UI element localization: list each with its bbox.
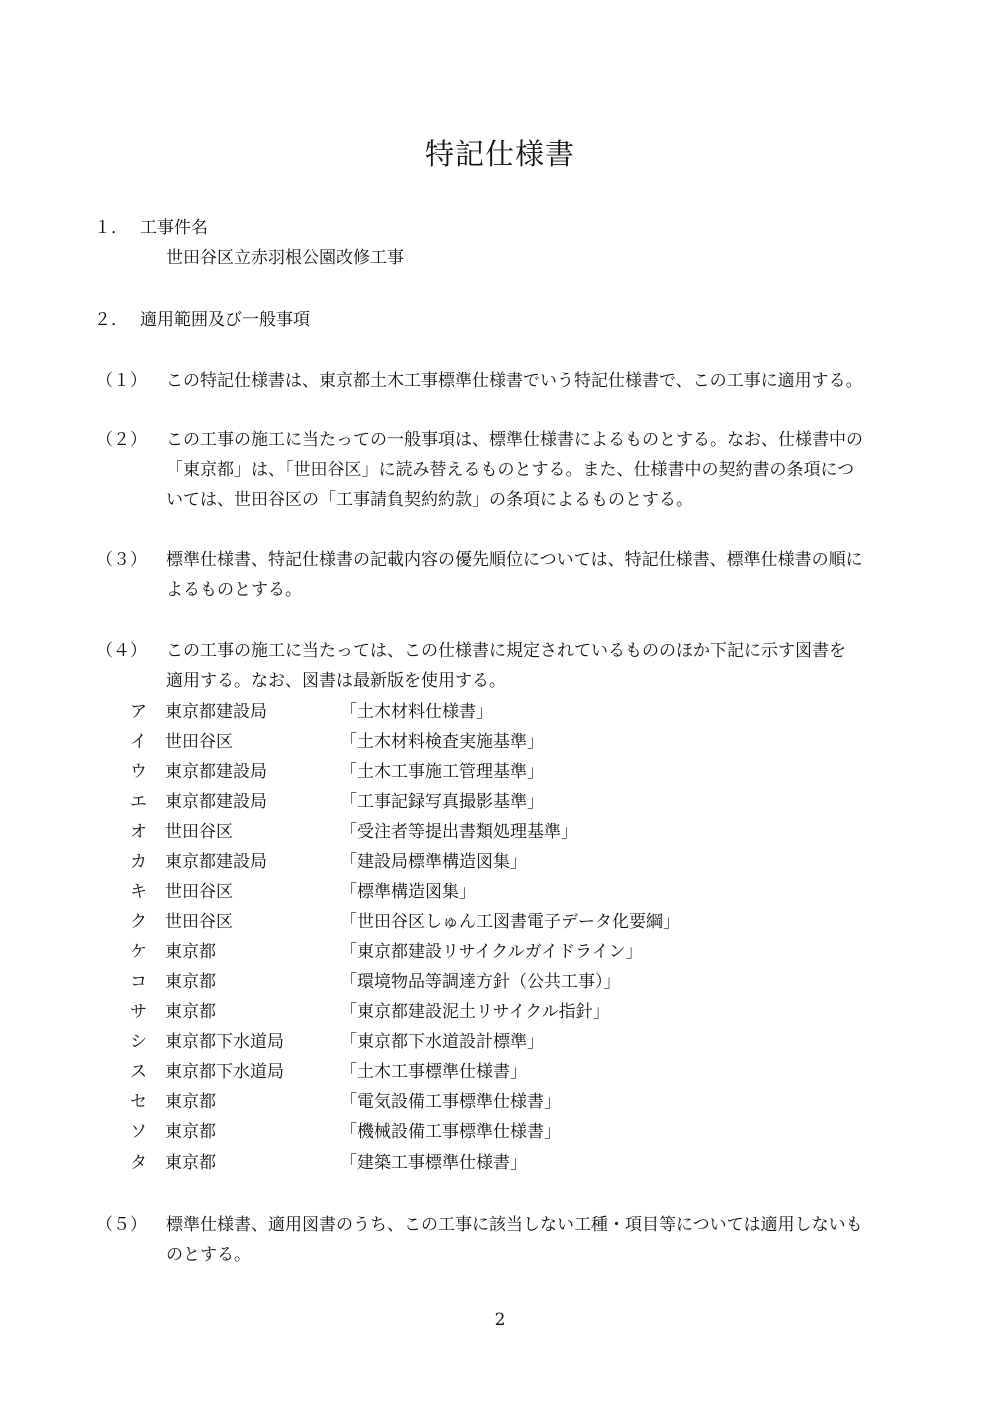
reference-letter: エ — [130, 792, 147, 812]
reference-doc: 「東京都建設リサイクルガイドライン」 — [340, 942, 643, 962]
reference-doc: 「標準構造図集」 — [340, 882, 476, 902]
reference-letter: ア — [130, 702, 147, 722]
page-number: 2 — [494, 1310, 506, 1330]
reference-doc: 「環境物品等調達方針（公共工事）」 — [340, 972, 621, 992]
section1-number: １． — [94, 218, 128, 238]
item-label: （４） — [96, 641, 147, 661]
reference-org: 東京都建設局 — [165, 702, 267, 722]
reference-org: 東京都 — [165, 972, 216, 992]
item-line: 「東京都」は、「世田谷区」に読み替えるものとする。また、仕様書中の契約書の条項につ — [166, 460, 855, 480]
reference-row — [0, 1027, 1000, 1057]
section2-heading: 適用範囲及び一般事項 — [140, 310, 310, 330]
reference-doc: 「建築工事標準仕様書」 — [340, 1153, 527, 1173]
reference-letter: ケ — [130, 942, 147, 962]
item-2-text — [166, 425, 916, 515]
document-title: 特記仕様書 — [424, 137, 575, 171]
reference-doc: 「東京都建設泥土リサイクル指針」 — [340, 1002, 610, 1022]
reference-doc: 「世田谷区しゅん工図書電子データ化要綱」 — [340, 912, 680, 932]
reference-letter: イ — [130, 732, 147, 752]
reference-letter: ソ — [130, 1122, 147, 1142]
item-4-text — [166, 636, 916, 696]
item-label: （１） — [96, 371, 147, 391]
item-line: よるものとする。 — [166, 580, 302, 600]
item-line: この工事の施工に当たっては、この仕様書に規定されているもののほか下記に示す図書を — [166, 641, 846, 661]
reference-row — [0, 967, 1000, 997]
reference-org: 東京都建設局 — [165, 792, 267, 812]
reference-row — [0, 937, 1000, 967]
reference-row — [0, 877, 1000, 907]
item-line: この特記仕様書は、東京都土木工事標準仕様書でいう特記仕様書で、この工事に適用する。 — [166, 371, 863, 391]
reference-org: 世田谷区 — [165, 822, 233, 842]
reference-org: 世田谷区 — [165, 882, 233, 902]
item-line: この工事の施工に当たっての一般事項は、標準仕様書によるものとする。なお、仕様書中の — [166, 430, 863, 450]
reference-row — [0, 817, 1000, 847]
reference-row — [0, 787, 1000, 817]
reference-doc: 「土木工事標準仕様書」 — [340, 1062, 527, 1082]
item-line: いては、世田谷区の「工事請負契約約款」の条項によるものとする。 — [166, 490, 693, 510]
reference-org: 東京都 — [165, 1002, 216, 1022]
reference-org: 東京都 — [165, 1153, 216, 1173]
reference-doc: 「東京都下水道設計標準」 — [340, 1032, 544, 1052]
reference-row — [0, 847, 1000, 877]
reference-doc: 「機械設備工事標準仕様書」 — [340, 1122, 561, 1142]
reference-doc: 「土木材料検査実施基準」 — [340, 732, 544, 752]
reference-row — [0, 1057, 1000, 1087]
reference-letter: タ — [130, 1153, 147, 1173]
reference-doc: 「工事記録写真撮影基準」 — [340, 792, 544, 812]
reference-row — [0, 727, 1000, 757]
reference-org: 世田谷区 — [165, 732, 233, 752]
item-line: 標準仕様書、適用図書のうち、この工事に該当しない工種・項目等については適用しないも — [166, 1215, 863, 1235]
reference-org: 東京都 — [165, 1122, 216, 1142]
reference-row — [0, 997, 1000, 1027]
reference-letter: オ — [130, 822, 147, 842]
reference-row — [0, 757, 1000, 787]
reference-letter: ク — [130, 912, 147, 932]
reference-letter: ウ — [130, 762, 147, 782]
project-name: 世田谷区立赤羽根公園改修工事 — [166, 248, 404, 268]
item-label: （５） — [96, 1215, 147, 1235]
reference-letter: サ — [130, 1002, 147, 1022]
item-5-text — [166, 1210, 916, 1270]
reference-row — [0, 1148, 1000, 1178]
reference-doc: 「土木工事施工管理基準」 — [340, 762, 544, 782]
reference-row — [0, 1087, 1000, 1117]
reference-org: 東京都建設局 — [165, 852, 267, 872]
reference-doc: 「電気設備工事標準仕様書」 — [340, 1092, 561, 1112]
section1-heading: 工事件名 — [140, 218, 208, 238]
item-line: 適用する。なお、図書は最新版を使用する。 — [166, 671, 506, 691]
reference-row — [0, 907, 1000, 937]
reference-org: 世田谷区 — [165, 912, 233, 932]
reference-org: 東京都建設局 — [165, 762, 267, 782]
reference-row — [0, 1117, 1000, 1147]
item-3-text — [166, 545, 916, 605]
reference-org: 東京都 — [165, 1092, 216, 1112]
item-line: 標準仕様書、特記仕様書の記載内容の優先順位については、特記仕様書、標準仕様書の順に — [166, 550, 863, 570]
reference-letter: カ — [130, 852, 147, 872]
reference-org: 東京都下水道局 — [165, 1062, 284, 1082]
reference-org: 東京都下水道局 — [165, 1032, 284, 1052]
reference-org: 東京都 — [165, 942, 216, 962]
item-label: （２） — [96, 430, 147, 450]
reference-letter: ス — [130, 1062, 147, 1082]
item-1-text — [166, 366, 916, 396]
reference-letter: コ — [130, 972, 147, 992]
reference-doc: 「土木材料仕様書」 — [340, 702, 493, 722]
reference-doc: 「受注者等提出書類処理基準」 — [340, 822, 578, 842]
reference-letter: キ — [130, 882, 147, 902]
item-label: （３） — [96, 550, 147, 570]
section2-number: ２． — [94, 310, 128, 330]
reference-row — [0, 697, 1000, 727]
item-line: のとする。 — [166, 1245, 251, 1265]
reference-doc: 「建設局標準構造図集」 — [340, 852, 527, 872]
reference-letter: シ — [130, 1032, 147, 1052]
reference-letter: セ — [130, 1092, 147, 1112]
